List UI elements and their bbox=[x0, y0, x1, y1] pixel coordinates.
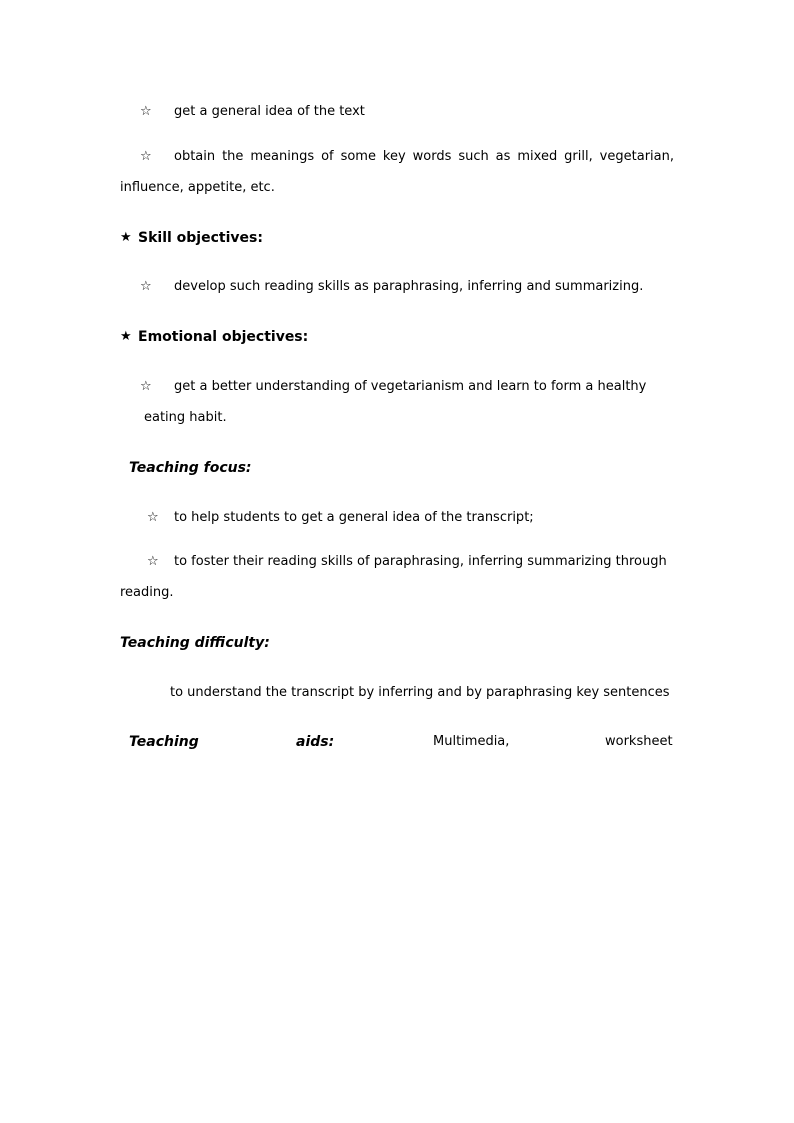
knowledge-item-2-line1: obtain the meanings of some key words such as mixed grill, vegetarian, bbox=[174, 149, 674, 164]
skill-item: develop such reading skills as paraphrasing, inferring and summarizing. bbox=[174, 279, 644, 294]
open-star-icon: ☆ bbox=[147, 510, 159, 525]
teaching-aids-worksheet: worksheet bbox=[605, 734, 673, 749]
open-star-icon: ☆ bbox=[140, 379, 152, 394]
emotional-item-line2: eating habit. bbox=[144, 410, 227, 425]
teaching-difficulty-heading: Teaching difficulty: bbox=[120, 635, 270, 651]
open-star-icon: ☆ bbox=[147, 554, 159, 569]
open-star-icon: ☆ bbox=[140, 104, 152, 119]
knowledge-item-1: get a general idea of the text bbox=[174, 104, 365, 119]
open-star-icon: ☆ bbox=[140, 279, 152, 294]
open-star-icon: ☆ bbox=[140, 149, 152, 164]
focus-item-2-line2: reading. bbox=[120, 585, 174, 600]
teaching-focus-heading: Teaching focus: bbox=[129, 460, 252, 476]
knowledge-item-2-line2: influence, appetite, etc. bbox=[120, 180, 275, 195]
teaching-aids-word-teaching: Teaching bbox=[129, 734, 199, 750]
teaching-aids-multimedia: Multimedia, bbox=[433, 734, 510, 749]
focus-item-2-line1: to foster their reading skills of paraphrasing, inferring summarizing through bbox=[174, 554, 667, 569]
filled-star-icon: ★ bbox=[120, 329, 132, 344]
emotional-objectives-heading: Emotional objectives: bbox=[138, 329, 309, 345]
emotional-item-line1: get a better understanding of vegetarianism and learn to form a healthy bbox=[174, 379, 647, 394]
filled-star-icon: ★ bbox=[120, 230, 132, 245]
difficulty-text: to understand the transcript by inferring and by paraphrasing key sentences bbox=[170, 685, 670, 700]
teaching-aids-word-aids: aids: bbox=[296, 734, 335, 750]
skill-objectives-heading: Skill objectives: bbox=[138, 230, 263, 246]
focus-item-1: to help students to get a general idea of the transcript; bbox=[174, 510, 534, 525]
